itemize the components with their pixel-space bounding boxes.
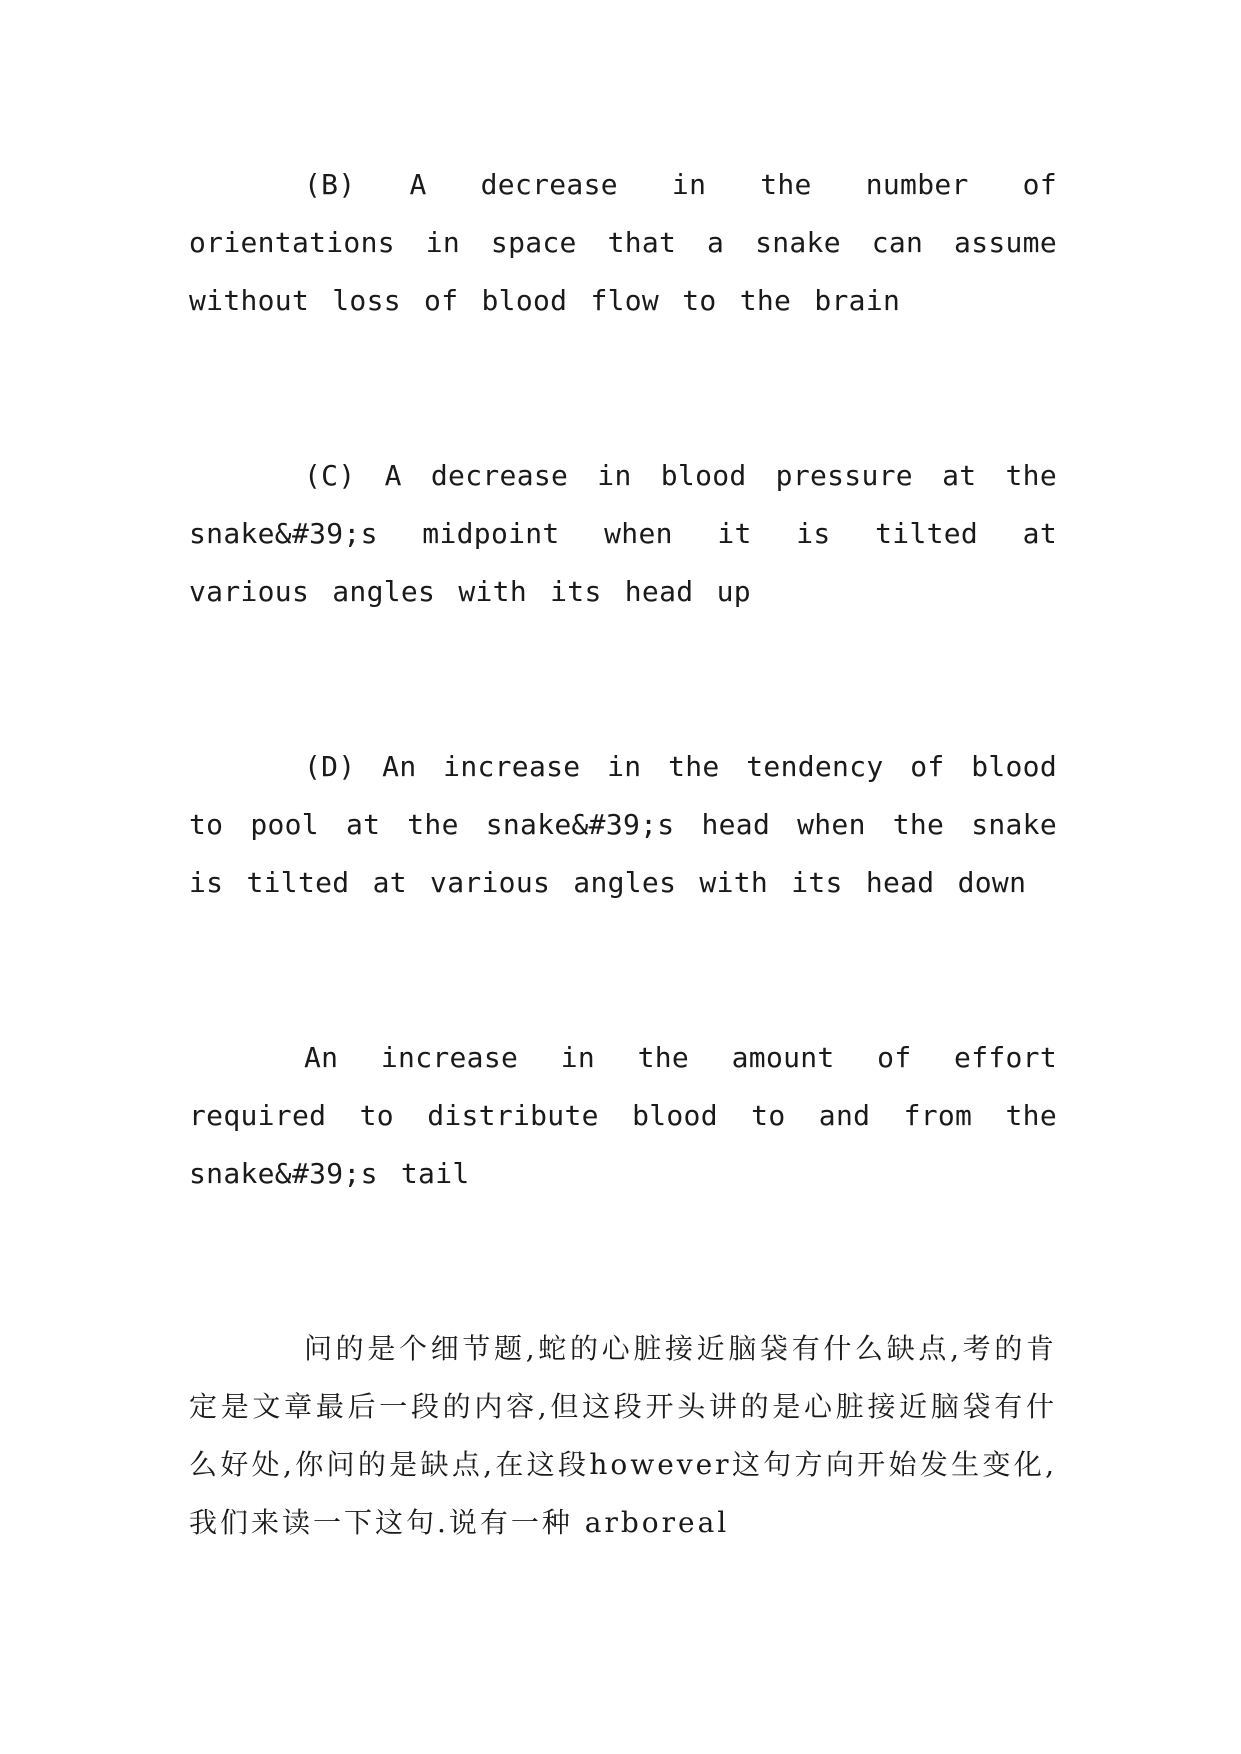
analysis-paragraph: 问的是个细节题,蛇的心脏接近脑袋有什么缺点,考的肯定是文章最后一段的内容,但这段开头讲的是心脏接近脑袋有什么好处,你问的是缺点,在这段however这句方向开始发生变化,我们来读一下这句.说有一种 arboreal xyxy=(189,1332,1057,1539)
answer-option-c: (C) A decrease in blood pressure at the snake&#39;s midpoint when it is tilted at various angles with its head up xyxy=(189,459,1057,608)
answer-option-e: An increase in the amount of effort required to distribute blood to and from the snake&#39;s tail xyxy=(189,1041,1057,1190)
answer-option-b: (B) A decrease in the number of orientations in space that a snake can assume without loss of blood flow to the brain xyxy=(189,168,1057,317)
answer-option-d: (D) An increase in the tendency of blood to pool at the snake&#39;s head when the snake is tilted at various angles with its head down xyxy=(189,750,1057,899)
